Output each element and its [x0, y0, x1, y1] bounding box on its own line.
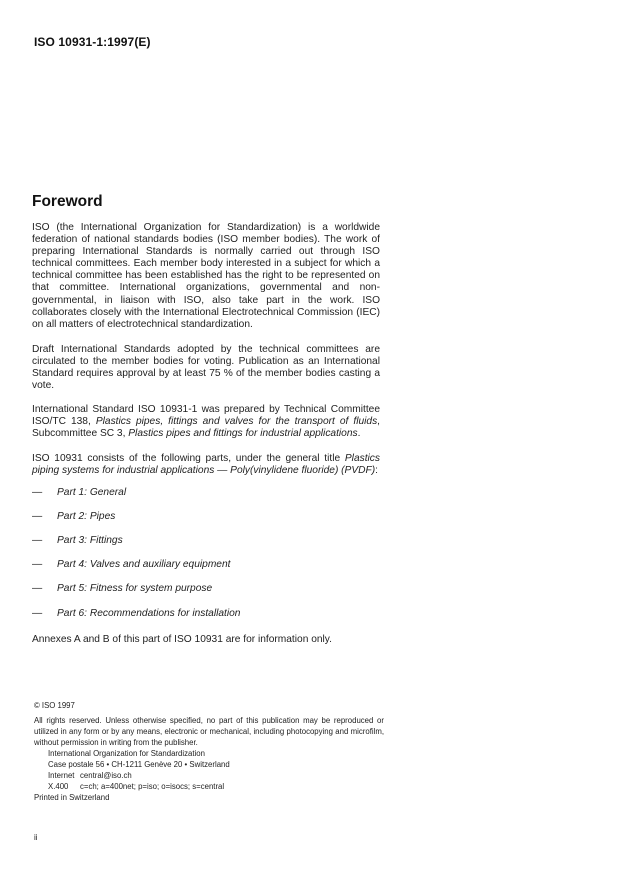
- internet-row: [48, 770, 384, 781]
- dash-bullet: —: [32, 510, 43, 522]
- postal-address: Case postale 56 • CH-1211 Genève 20 • Switzerland: [48, 760, 230, 769]
- paragraph-draft-standards: Draft International Standards adopted by the technical committees are circulated to the member bodies for voting. Publication as an International Standard requires approval by at least 75 % of the member bodies casting a vote.: [32, 343, 380, 392]
- page-number: ii: [34, 833, 38, 842]
- x400-label: X.400: [48, 782, 69, 791]
- prep-text-1: International Standard ISO 10931-1 was prepared by Technical Committee ISO/TC 138,: [32, 404, 380, 428]
- internet-label: Internet: [48, 771, 75, 780]
- dash-bullet: —: [32, 559, 43, 571]
- subcommittee-title: Plastics pipes and fittings for industrial applications: [128, 428, 358, 440]
- dash-bullet: —: [32, 607, 43, 619]
- foreword-body: [32, 222, 380, 646]
- part-label: Part 5: Fitness for system purpose: [57, 583, 213, 595]
- parts-intro-text: ISO 10931 consists of the following parts, under the general title: [32, 452, 345, 464]
- list-item: [32, 511, 380, 535]
- prep-text-3: .: [357, 428, 361, 440]
- section-title: Foreword: [32, 193, 103, 210]
- x400-value: c=ch; a=400net; p=iso; o=isocs; s=central: [80, 782, 225, 791]
- list-item: [32, 583, 380, 607]
- part-label: Part 2: Pipes: [57, 510, 116, 522]
- org-name: International Organization for Standardization: [48, 749, 205, 758]
- copyright-line: © ISO 1997: [34, 701, 75, 710]
- list-item: [32, 535, 380, 559]
- part-label: Part 6: Recommendations for installation: [57, 607, 241, 619]
- list-item: [32, 559, 380, 583]
- parts-list: [32, 487, 380, 632]
- part-label: Part 1: General: [57, 486, 127, 498]
- dash-bullet: —: [32, 583, 43, 595]
- printed-note: Printed in Switzerland: [34, 793, 110, 802]
- document-header: ISO 10931-1:1997(E): [34, 35, 151, 49]
- paragraph-preparation: [32, 404, 380, 440]
- iso-address: [48, 748, 384, 792]
- list-item: [32, 487, 380, 511]
- paragraph-about-iso: ISO (the International Organization for Standardization) is a worldwide federation of national standards bodies (ISO member bodies). The work of preparing International Standards is normally carried out through ISO technical committees. Each member body interested in a subject for which a technical committee has been established has the right to be represented on that committee. International organizations, governmental and non-governmental, in liaison with ISO, also take part in the work. ISO collaborates closely with the International Electrotechnical Commission (IEC) on all matters of electrotechnical standardization.: [32, 222, 380, 330]
- dash-bullet: —: [32, 535, 43, 547]
- parts-intro-colon: :: [375, 464, 378, 476]
- internet-value: central@iso.ch: [80, 771, 132, 780]
- paragraph-annexes: Annexes A and B of this part of ISO 10931 are for information only.: [32, 633, 332, 645]
- dash-bullet: —: [32, 486, 43, 498]
- part-label: Part 4: Valves and auxiliary equipment: [57, 559, 231, 571]
- x400-row: [48, 781, 384, 792]
- general-title: Plastics piping systems for industrial applications — Poly(vinylidene fluoride) (PVDF): [32, 452, 380, 476]
- part-label: Part 3: Fittings: [57, 535, 123, 547]
- paragraph-parts-intro: [32, 453, 380, 477]
- prep-text-2: , Subcommittee SC 3,: [32, 416, 381, 440]
- copyright-block: [34, 700, 384, 803]
- rights-statement: All rights reserved. Unless otherwise specified, no part of this publication may be reproduced or utilized in any form or by any means, electronic or mechanical, including photocopying and microfilm, without permission in writing from the publisher.: [34, 716, 384, 747]
- list-item: [32, 608, 380, 632]
- committee-title: Plastics pipes, fittings and valves for the transport of fluids: [95, 416, 378, 428]
